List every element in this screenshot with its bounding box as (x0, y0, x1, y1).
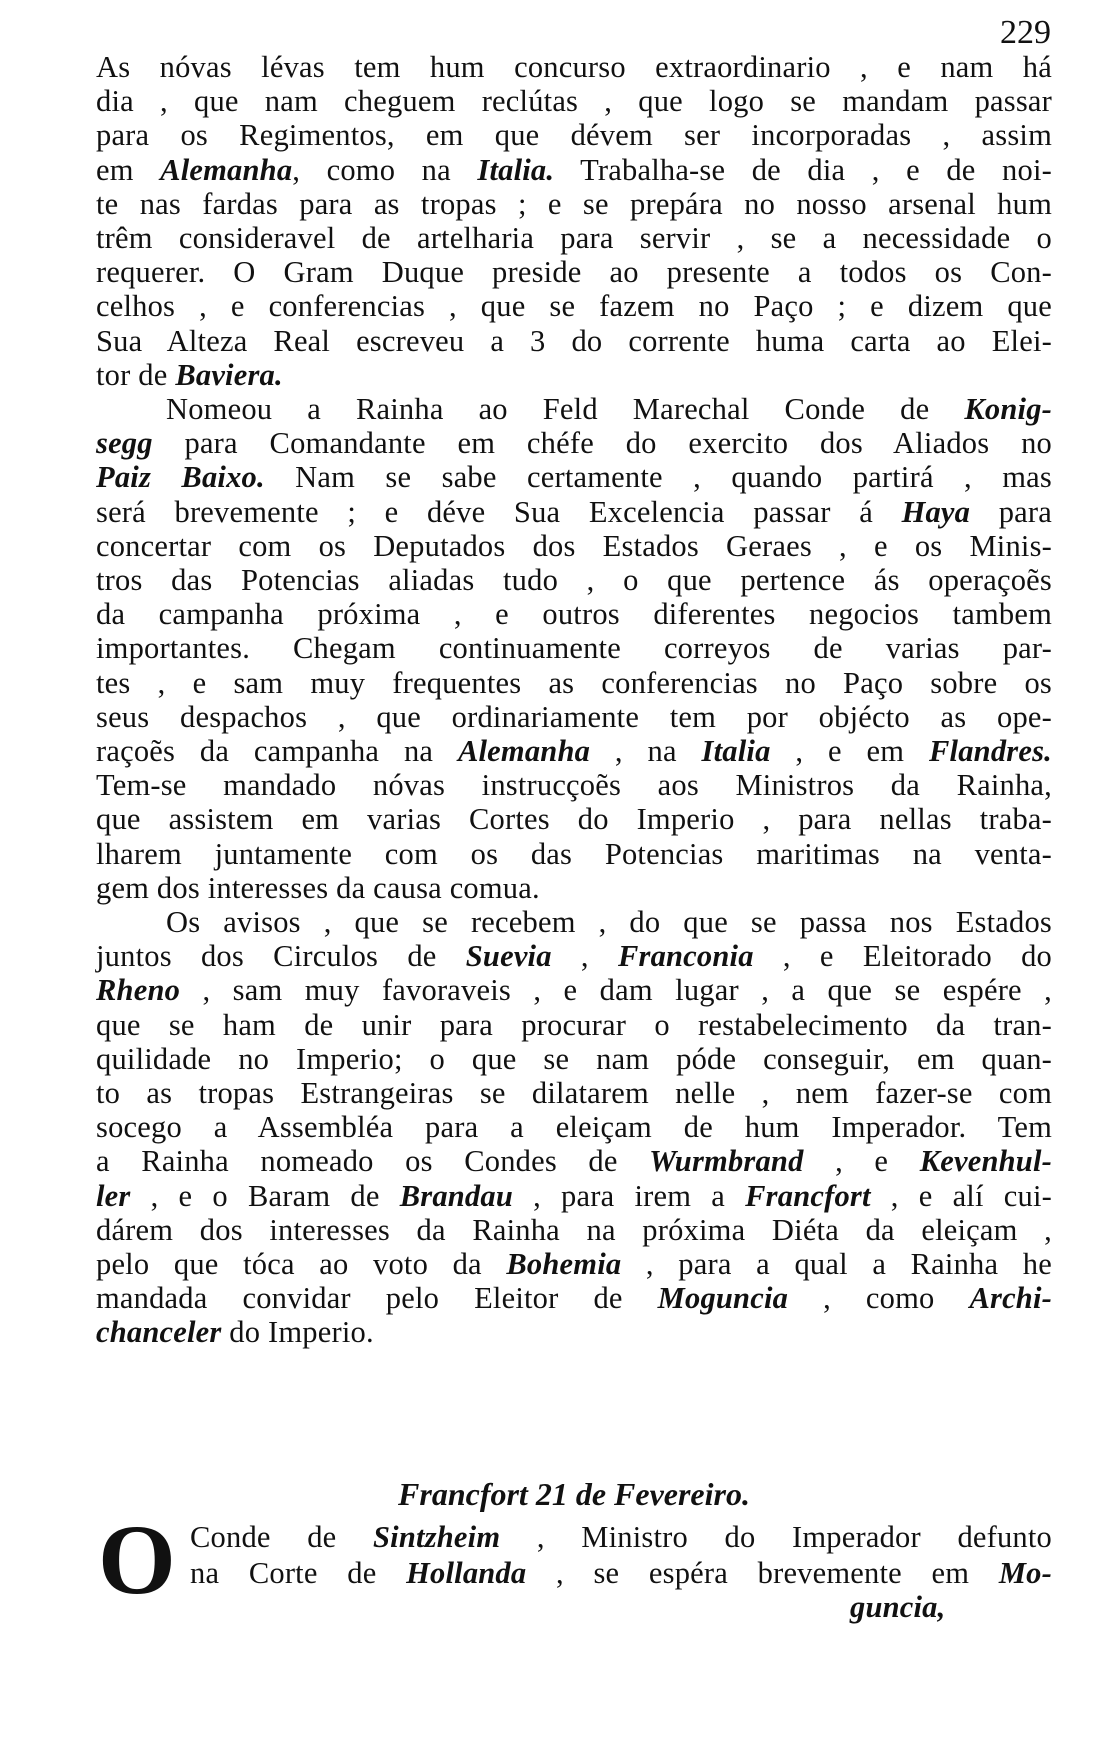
italic-name: Brandau (399, 1178, 513, 1213)
text-run: , como na (292, 152, 478, 187)
italic-name: Flandres. (929, 734, 1052, 768)
text-run: , se espéra brevemente em (526, 1556, 999, 1590)
italic-name: Haya (901, 494, 971, 529)
text-run: juntos dos Circulos de (96, 939, 466, 974)
text-line: celhos , e conferencias , que se fazem no Paço ; e dizem que (96, 289, 1052, 324)
text-run: Os avisos , que se recebem , do que se passa nos Estados (166, 905, 1052, 939)
text-line: quilidade no Imperio; o que se nam póde conseguir, em quan- (96, 1041, 1052, 1076)
italic-name: chanceler (96, 1315, 222, 1350)
text-line (96, 732, 1052, 770)
italic-name: Moguncia (657, 1281, 789, 1316)
text-line: Sua Alteza Real escreveu a 3 do corrente huma carta ao Elei- (96, 323, 1052, 358)
italic-name: Wurmbrand (649, 1144, 804, 1179)
catchword-text: guncia, (850, 1590, 946, 1624)
italic-name: Alemanha (160, 152, 293, 187)
text-run: Conde de (190, 1520, 374, 1554)
text-run: , e alí cui- (870, 1178, 1052, 1213)
text-line: tes , e sam muy frequentes as conferencias no Paço sobre os (96, 665, 1052, 700)
italic-name: ler (96, 1178, 131, 1213)
text-line (96, 1313, 1052, 1351)
text-line (96, 903, 1052, 941)
text-line: to as tropas Estrangeiras se dilatarem nelle , nem fazer-se com (96, 1076, 1052, 1110)
text-run: mandada convidar pelo Eleitor de (96, 1281, 658, 1316)
italic-name: segg (96, 426, 153, 461)
text-line: gem dos interesses da causa comua. (96, 870, 540, 905)
text-line: socego a Assembléa para a eleiçam de hum Imperador. Tem (96, 1110, 1052, 1145)
italic-name: Alemanha (457, 734, 591, 768)
text-run: Nomeou a Rainha ao Feld Marechal Conde de (166, 392, 965, 426)
text-run: , para irem a (513, 1178, 746, 1213)
italic-name: Hollanda (406, 1556, 527, 1590)
text-line (96, 458, 1052, 496)
text-line: As nóvas lévas tem hum concurso extraordinario , e nam há (96, 50, 1052, 84)
text-line: importantes. Chegam continuamente correyos de varias par- (96, 631, 1052, 666)
text-run: , para a qual a Rainha he (621, 1247, 1052, 1281)
text-line: lharem juntamente com os das Potencias maritimas na venta- (96, 836, 1052, 871)
text-line: seus despachos , que ordinariamente tem por objécto as ope- (96, 699, 1052, 734)
text-line (96, 1245, 1052, 1283)
text-run: na Corte de (190, 1556, 407, 1590)
text-run: , e Eleitorado do (753, 939, 1053, 974)
text-line (96, 151, 1052, 189)
italic-name: Italia. (477, 152, 555, 187)
italic-name: Sintzheim (373, 1520, 501, 1554)
italic-name: Kevenhul- (919, 1144, 1052, 1179)
italic-name: Paiz Baixo. (96, 460, 265, 495)
text-line: da campanha próxima , e outros diferentes negocios tambem (96, 597, 1052, 632)
text-line (96, 971, 1052, 1009)
text-run: será brevemente ; e déve Sua Excelencia passar á (96, 494, 902, 529)
dateline: Francfort 21 de Fevereiro. (398, 1476, 750, 1512)
text-line: Tem-se mandado nóvas instrucçoẽs aos Ministros da Rainha, (96, 768, 1052, 803)
text-line: tros das Potencias aliadas tudo , o que pertence ás operaçoẽs (96, 563, 1052, 597)
text-line: que se ham de unir para procurar o restabelecimento da tran- (96, 1007, 1052, 1042)
text-run: , na (590, 734, 702, 768)
italic-name: Konig- (964, 392, 1052, 426)
text-run: , e (803, 1144, 920, 1179)
text-line: concertar com os Deputados dos Estados Geraes , e os Minis- (96, 528, 1052, 563)
page-number: 229 (1000, 14, 1051, 51)
text-run: Nam se sabe certamente , quando partirá , mas (264, 460, 1052, 495)
text-line: requerer. O Gram Duque preside ao presente a todos os Con- (96, 255, 1052, 290)
italic-name: Archi- (969, 1281, 1052, 1316)
text-line: que assistem em varias Cortes do Imperio , para nellas traba- (96, 802, 1052, 837)
text-line (96, 356, 1052, 394)
italic-name: Bohemia (506, 1247, 622, 1281)
text-line: para os Regimentos, em que dévem ser incorporadas , assim (96, 118, 1052, 153)
italic-name: Suevia (465, 939, 552, 974)
text-line: dárem dos interesses da Rainha na próxima Diéta da eleiçam , (96, 1212, 1052, 1247)
text-line: te nas fardas para as tropas ; e se prepára no nosso arsenal hum (96, 186, 1052, 221)
text-run: a Rainha nomeado os Condes de (96, 1144, 650, 1179)
italic-name: Italia (701, 734, 771, 768)
italic-name: Franconia (617, 939, 754, 974)
text-line (190, 1518, 1052, 1556)
text-run: , e em (770, 734, 930, 768)
italic-name: Mo- (998, 1556, 1052, 1590)
text-run: em (96, 152, 161, 187)
text-run: , Ministro do Imperador defunto (500, 1520, 1053, 1554)
text-line (96, 1142, 1052, 1180)
italic-name: Francfort (745, 1178, 871, 1213)
text-run: , (551, 939, 618, 974)
text-line (190, 1554, 1052, 1592)
text-run: Trabalha-se de dia , e de noi- (554, 152, 1052, 187)
italic-name: Rheno (96, 973, 181, 1008)
text-run: para (970, 494, 1053, 529)
text-line (96, 1177, 1052, 1215)
italic-name: Baviera. (175, 357, 283, 392)
catchword (850, 1588, 1050, 1626)
drop-cap-letter: O (98, 1504, 176, 1615)
text-run: , sam muy favoraveis , e dam lugar , a que se espére , (180, 973, 1052, 1008)
text-run: , e o Baram de (130, 1178, 400, 1213)
text-line (96, 937, 1052, 975)
text-line (96, 390, 1052, 428)
text-run: tor de (96, 357, 176, 392)
text-line (96, 1279, 1052, 1317)
text-line: dia , que nam cheguem reclútas , que logo se mandam passar (96, 84, 1052, 119)
text-run: , como (788, 1281, 970, 1316)
text-line (96, 424, 1052, 462)
text-run: pelo que tóca ao voto da (96, 1247, 507, 1281)
text-line: trêm consideravel de artelharia para servir , se a necessidade o (96, 221, 1052, 255)
text-line (96, 493, 1052, 531)
text-run: raçoẽs da campanha na (96, 734, 458, 768)
text-run: para Comandante em chéfe do exercito dos Aliados no (152, 426, 1052, 461)
text-run: do Imperio. (221, 1315, 374, 1350)
